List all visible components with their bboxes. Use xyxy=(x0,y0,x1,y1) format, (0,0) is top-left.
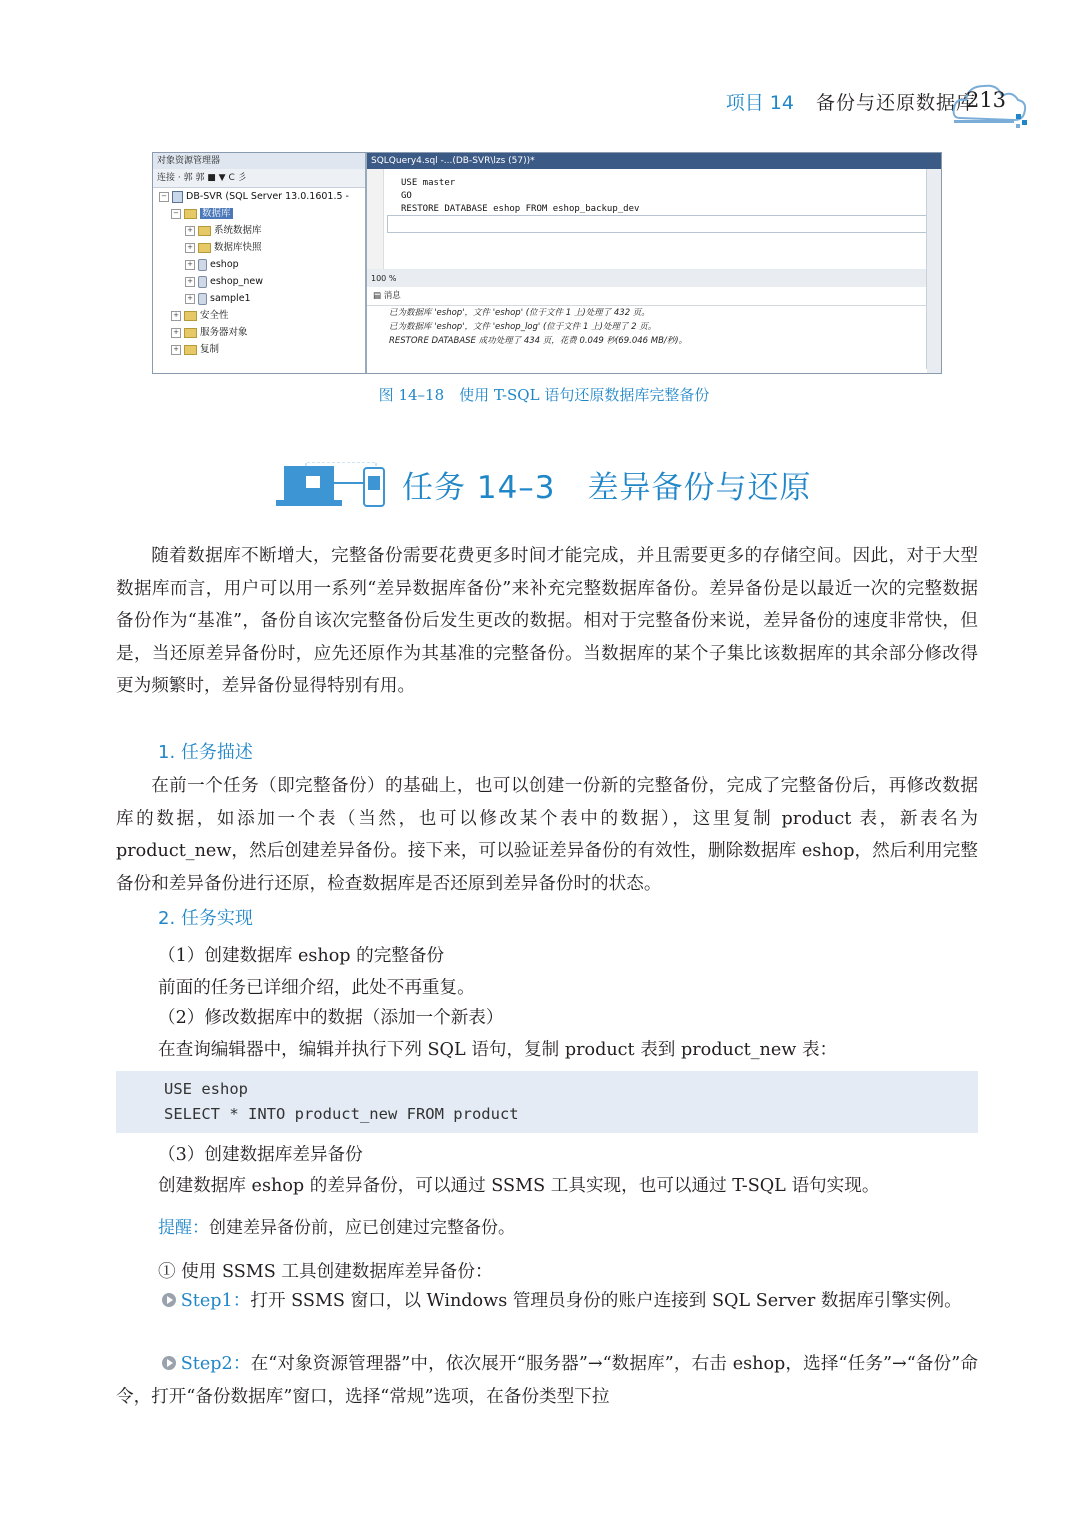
code-line: SELECT * INTO product_new FROM product xyxy=(164,1105,519,1123)
tree-node-eshop[interactable]: + eshop xyxy=(153,256,365,273)
message-line: 已为数据库 'eshop'，文件 'eshop' (位于文件 1 上)处理了 432 页。 xyxy=(389,308,650,318)
step2-text: 在“对象资源管理器”中，依次展开“服务器”→“数据库”，右击 eshop，选择“任务”→“备份”命令，打开“备份数据库”窗口，选择“常规”选项，在备份类型下拉 xyxy=(116,1354,978,1407)
tree-node-system-db[interactable]: + 系统数据库 xyxy=(153,222,365,239)
messages-tab[interactable]: ▤ 消息 xyxy=(367,287,927,306)
tip-label: 提醒： xyxy=(158,1218,209,1238)
folder-icon xyxy=(184,311,197,321)
tree-node-databases[interactable]: − 数据库 xyxy=(153,205,365,222)
object-tree xyxy=(153,188,365,358)
intro-paragraph: 随着数据库不断增大，完整备份需要花费更多时间才能完成，并且需要更多的存储空间。因此，对于大型数据库而言，用户可以用一系列“差异数据库备份”来补充完整数据库备份。差异备份是以最近一次的完整数据备份作为“基准”，备份自该次完整备份后发生更改的数据。相对于完整备份来说，差异备份的速度非常快，但是，当还原差异备份时，应先还原作为其基准的完整备份。当数据库的某个子集比该数据库的其余部分修改得更为频繁时，差异备份显得特别有用。 xyxy=(116,546,978,696)
database-icon xyxy=(198,276,207,288)
tree-node-server-objects[interactable]: + 服务器对象 xyxy=(153,324,365,341)
running-header xyxy=(726,88,976,115)
task-icon xyxy=(276,462,392,512)
tree-node-snapshots[interactable]: + 数据库快照 xyxy=(153,239,365,256)
message-icon: ▤ xyxy=(373,291,384,301)
database-icon xyxy=(198,293,207,305)
step2-paragraph xyxy=(116,1348,978,1413)
object-explorer-panel xyxy=(153,153,367,373)
tree-node-server[interactable]: − DB-SVR (SQL Server 13.0.1601.5 - xyxy=(153,188,365,205)
step1-text: 打开 SSMS 窗口，以 Windows 管理员身份的账户连接到 SQL Server 数据库引擎实例。 xyxy=(250,1291,962,1311)
step-text-3: 创建数据库 eshop 的差异备份，可以通过 SSMS 工具实现，也可以通过 T-SQL 语句实现。 xyxy=(158,1176,880,1196)
folder-icon xyxy=(198,226,211,236)
code-line: USE master xyxy=(401,178,456,188)
tip-text: 创建差异备份前，应已创建过完整备份。 xyxy=(209,1218,515,1238)
step-text-2: 在查询编辑器中，编辑并执行下列 SQL 语句，复制 product 表到 product_new 表： xyxy=(158,1040,838,1060)
chapter-title: 备份与还原数据库 xyxy=(815,92,976,114)
message-line: RESTORE DATABASE 成功处理了 434 页，花费 0.049 秒(69.046 MB/秒)。 xyxy=(389,336,688,346)
zoom-select[interactable]: 100 % xyxy=(367,271,927,287)
section-heading-1: 1. 任务描述 xyxy=(158,742,253,763)
folder-icon xyxy=(184,328,197,338)
tree-node-sample1[interactable]: + sample1 xyxy=(153,290,365,307)
page-number: 213 xyxy=(965,88,1007,112)
step1-label: Step1： xyxy=(180,1291,251,1311)
project-label: 项目 14 xyxy=(725,92,794,114)
tip-note xyxy=(158,1213,515,1238)
figure-caption: 图 14–18 使用 T-SQL 语句还原数据库完整备份 xyxy=(378,386,710,404)
step2-label: Step2： xyxy=(180,1354,251,1374)
task-title: 任务 14–3 差异备份与还原 xyxy=(402,470,812,506)
message-line: 已为数据库 'eshop'，文件 'eshop_log' (位于文件 1 上)处理了 2 页。 xyxy=(389,322,657,332)
folder-icon xyxy=(198,243,211,253)
step-heading-3: （3）创建数据库差异备份 xyxy=(158,1145,363,1165)
code-line: GO xyxy=(401,191,412,201)
play-bullet-icon xyxy=(162,1293,176,1307)
step-heading-2: （2）修改数据库中的数据（添加一个新表） xyxy=(158,1008,504,1028)
code-block xyxy=(116,1071,978,1133)
section-heading-2: 2. 任务实现 xyxy=(158,908,253,929)
ssms-screenshot xyxy=(152,152,942,374)
play-bullet-icon xyxy=(162,1356,176,1370)
tree-node-replication[interactable]: + 复制 xyxy=(153,341,365,358)
code-line: RESTORE DATABASE eshop FROM eshop_backup_dev xyxy=(401,204,640,214)
query-editor-panel xyxy=(367,153,941,373)
method-heading-1: ① 使用 SSMS 工具创建数据库差异备份： xyxy=(158,1262,493,1282)
sql-editor[interactable] xyxy=(367,169,927,269)
messages-pane xyxy=(367,287,927,373)
section1-paragraph: 在前一个任务（即完整备份）的基础上，也可以创建一份新的完整备份，完成了完整备份后，再修改数据库的数据，如添加一个表（当然，也可以修改某个表中的数据），这里复制 product 表，新表名为 product_new，然后创建差异备份。接下来，可以验证差异备份的有效性，删除数据库 eshop，然后利用完整备份和差异备份进行还原，检查数据库是否还原到差异备份时的状态。 xyxy=(116,776,978,894)
object-explorer-toolbar: 连接 · 郭 郭 ■ ▼ C 彡 xyxy=(153,169,365,188)
tree-node-security[interactable]: + 安全性 xyxy=(153,307,365,324)
step-text-1: 前面的任务已详细介绍，此处不再重复。 xyxy=(158,978,475,998)
tree-node-eshop-new[interactable]: + eshop_new xyxy=(153,273,365,290)
object-explorer-title: 对象资源管理器 xyxy=(153,153,365,169)
folder-icon xyxy=(184,345,197,355)
code-line: USE eshop xyxy=(164,1080,248,1098)
folder-icon xyxy=(184,209,197,219)
server-icon xyxy=(172,191,183,203)
query-tab[interactable]: SQLQuery4.sql -...(DB-SVR\lzs (57))* xyxy=(367,153,941,169)
database-icon xyxy=(198,259,207,271)
step-heading-1: （1）创建数据库 eshop 的完整备份 xyxy=(158,946,445,966)
vertical-scrollbar[interactable] xyxy=(926,169,941,369)
step1-paragraph xyxy=(116,1285,978,1318)
